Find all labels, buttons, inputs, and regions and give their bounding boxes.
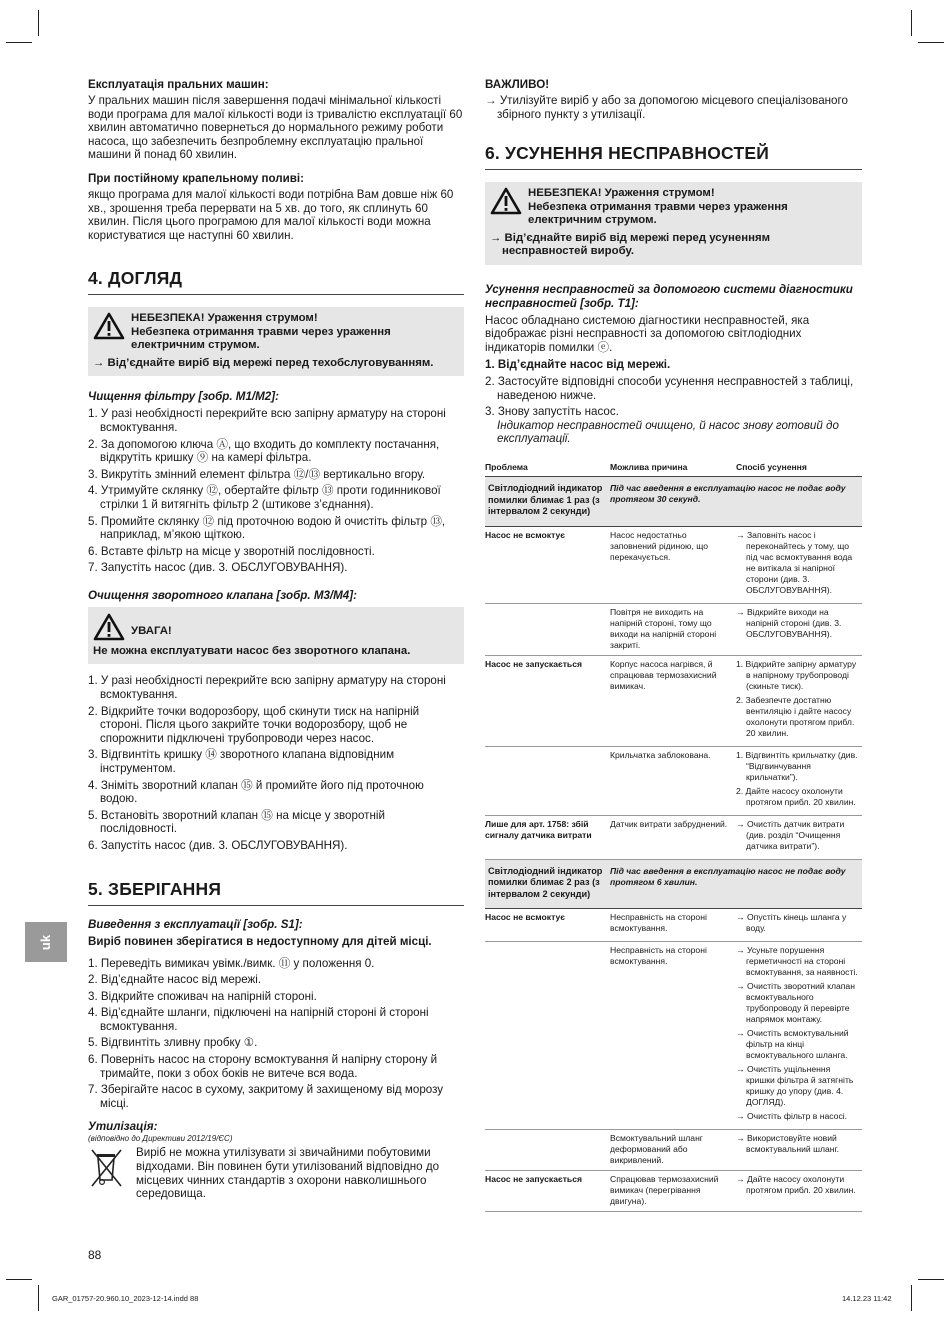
remedy-cell (736, 603, 862, 655)
problem-cell: Насос не всмоктує (485, 909, 610, 942)
warning-triangle-icon (93, 613, 125, 641)
filter-step: 2. За допомогою ключа Ⓐ, що входить до комплекту постачання, відкрутіть кришку ⑨ на камері фільтра. (88, 437, 440, 465)
decom-steps-list (88, 957, 464, 1111)
cause-cell: Всмоктувальний шланг деформований або викривлений. (610, 1130, 736, 1171)
danger-title: НЕБЕЗПЕКА! Ураження струмом! (528, 187, 715, 200)
remedy-item: → Опустіть кінець шланга у воду. (736, 912, 847, 934)
troubleshooting-table (485, 460, 862, 1212)
blink1-label: Світлодіодний індикатор помилки блимає 1 раз (з інтервалом 2 секунди) (485, 477, 610, 527)
table-row-blink2 (485, 859, 862, 909)
remedy-item: → Очистіть фільтр в насосі. (736, 1111, 848, 1122)
crop-mark (38, 1285, 39, 1311)
right-column (485, 78, 862, 1212)
cause-cell: Крильчатка заблокована. (610, 746, 736, 815)
table-row (485, 942, 862, 1130)
remedy-item: 2. Забезпечте достатню вентиляцію і дайте насосу охолонути протягом прибл. 20 хвилин. (736, 694, 855, 738)
danger-title: НЕБЕЗПЕКА! Ураження струмом! (131, 312, 318, 325)
language-tab (25, 922, 67, 962)
crop-mark (6, 42, 32, 43)
section-heading-troubleshooting: 6. УСУНЕННЯ НЕСПРАВНОСТЕЙ (485, 143, 862, 170)
op-title: Експлуатація пральних машин: (88, 78, 269, 91)
diag-text: Насос обладнано системою діагностики несправностей, яка відображає різні несправності за допомогою світлодіодних індикаторів помилки ⓔ. (485, 313, 810, 354)
section-heading-care: 4. ДОГЛЯД (88, 268, 464, 295)
important-title: ВАЖЛИВО! (485, 78, 550, 91)
decom-bold: Виріб повинен зберігатися в недоступному для дітей місці. (88, 934, 432, 948)
filter-step: 1. У разі необхідності перекрийте всю запірну арматуру на стороні всмоктування. (88, 407, 446, 434)
remedy-item: → Очистіть зворотний клапан всмоктувального трубопроводу й перевірте напрямок монтажу. (736, 981, 855, 1025)
danger-text: Небезпека отримання травми через ураження електричним струмом. (131, 325, 391, 352)
problem-cell: Насос не запускається (485, 655, 610, 746)
cause-cell: Спрацював термозахисний вимикач (перегрівання двигуна). (610, 1171, 736, 1212)
valve-step: 3. Відгвинтіть кришку ⑭ зворотного клапана відповідним інструментом. (88, 748, 395, 775)
decom-step: 2. Від’єднайте насос від мережі. (88, 973, 262, 987)
danger-box-troubleshooting (485, 182, 862, 265)
danger-box-care (88, 307, 464, 376)
table-row (485, 746, 862, 815)
remedy-cell (736, 526, 862, 603)
problem-cell: Насос не запускається (485, 1171, 610, 1212)
table-row (485, 909, 862, 942)
col-header-problem: Проблема (485, 460, 610, 477)
diag-steps-list (485, 358, 862, 446)
filter-step: 3. Викрутіть змінний елемент фільтра ⑫/⑬ вертикально вгору. (88, 467, 426, 481)
disposal-text: Виріб не можна утилізувати зі звичайними побутовими відходами. Він повинен бути утилізований відповідно до місцевих чинних стандартів з охорони навколишнього середовища. (136, 1146, 440, 1201)
valve-step: 2. Відкрийте точки водорозбору, щоб скинути тиск на напірній стороні. Після цього закрийте точки водорозбору, щоб не спорожнити підключені трубопроводи через насос. (88, 704, 420, 745)
decom-step: 7. Зберігайте насос в сухому, закритому й захищеному від морозу місці. (88, 1083, 444, 1110)
cause-cell: Корпус насоса нагрівся, й спрацював термозахисний вимикач. (610, 655, 736, 746)
table-row (485, 1130, 862, 1171)
crop-mark (918, 1279, 944, 1280)
table-row (485, 526, 862, 603)
filter-step: 6. Вставте фільтр на місце у зворотній послідовності. (88, 544, 375, 558)
remedy-item: → Очистіть всмоктувальний фільтр на кінці всмоктувального шланга. (736, 1028, 849, 1061)
caution-title: УВАГА! (131, 625, 172, 638)
remedy-item: → Використовуйте новий всмоктувальний шланг. (736, 1133, 840, 1155)
crop-mark (911, 1285, 912, 1311)
footer-date: 14.12.23 11:42 (842, 1294, 892, 1303)
crop-mark (918, 42, 944, 43)
filter-step: 5. Промийте склянку ⑫ під проточною водою й очистіть фільтр ⑬, наприклад, м’якою щіткою. (88, 514, 446, 542)
filter-title: Чищення фільтру [зобр. M1/M2]: (88, 390, 279, 404)
drip-title: При постійному крапельному поливі: (88, 171, 304, 185)
left-column (88, 78, 464, 1201)
remedy-item: 2. Дайте насосу охолонути протягом прибл. 20 хвилин. (736, 785, 856, 807)
blink2-desc: Під час введення в експлуатацію насос не подає воду протягом 6 хвилин. (610, 859, 862, 909)
valve-step: 4. Зніміть зворотний клапан ⑮ й промийте його під проточною водою. (88, 778, 424, 806)
table-row (485, 815, 862, 859)
section-heading-storage: 5. ЗБЕРІГАННЯ (88, 879, 464, 906)
remedy-item: → Відкрийте виходи на напірній стороні (див. 3. ОБСЛУГОВУВАННЯ). (736, 606, 842, 639)
warning-triangle-icon (93, 312, 125, 340)
remedy-item: → Очистіть ущільнення кришки фільтра й затягніть кришку до упору (див. 4. ДОГЛЯД). (736, 1064, 854, 1108)
diag-step: 1. Від’єднайте насос від мережі. (485, 358, 671, 372)
remedy-cell (736, 746, 862, 815)
table-row (485, 1171, 862, 1212)
table-row (485, 655, 862, 746)
remedy-cell (736, 655, 862, 746)
warning-triangle-icon (490, 187, 522, 215)
table-header-row (485, 460, 862, 477)
cause-cell: Несправність на стороні всмоктування. (610, 909, 736, 942)
filter-step: 4. Утримуйте склянку ⑫, обертайте фільтр ⑬ проти годинникової стрілки 1 й витягніть фільтр 2 (штикове з’єднання). (88, 484, 441, 511)
decom-step: 1. Переведіть вимикач увімк./вимк. ⑪ у положення 0. (88, 956, 375, 970)
valve-title: Очищення зворотного клапана [зобр. M3/M4]: (88, 588, 357, 602)
crop-mark (6, 1279, 32, 1280)
important-text: → Утилізуйте виріб у або за допомогою місцевого спеціалізованого збірного пункту з утилізації. (485, 94, 848, 121)
drip-text: якщо програма для малої кількості води потрібна Вам довше ніж 60 хв., зрошення треба перервати на 5 хв. до того, як сплинуть 60 хвилин. Після цього програмою для малої кількості води можна користуватися ще наступні 60 хвилин. (88, 187, 454, 242)
disposal-title: Утилізація: (88, 1120, 158, 1134)
language-tab-label: uk (38, 934, 54, 950)
blink1-desc: Під час введення в експлуатацію насос не подає воду протягом 30 секунд. (610, 477, 862, 527)
op-text: У пральних машин після завершення подачі мінімальної кількості води програма для малої кількості води із тривалістю експлуатації 60 хвилин автоматично повернеться до нормального режиму роботи насоса, що забезпечить безпроблемну експлуатацію пральної машини й понад 60 хвилин. (88, 94, 463, 162)
crossed-bin-icon (88, 1146, 126, 1190)
valve-step: 1. У разі необхідності перекрийте всю запірну арматуру на стороні всмоктування. (88, 674, 446, 701)
remedy-item: → Заповніть насос і переконайтесь у тому, що під час всмоктування вода не витікала зі напірної сторони (див. 3. ОБСЛУГОВУВАННЯ). (736, 529, 853, 595)
cause-cell: Повітря не виходить на напірній стороні, тому що виходи на напірній стороні закриті. (610, 603, 736, 655)
decom-title: Виведення з експлуатації [зобр. S1]: (88, 917, 303, 931)
remedy-cell (736, 909, 862, 942)
col-header-remedy: Спосіб усунення (736, 460, 862, 477)
decom-step: 4. Від’єднайте шланги, підключені на напірній стороні й стороні всмоктування. (88, 1006, 429, 1033)
remedy-item: 1. Відкрийте запірну арматуру в напірному трубопроводі (скиньте тиск). (736, 658, 857, 691)
filter-steps-list (88, 407, 464, 575)
diag-title: Усунення несправностей за допомогою системи діагностики несправностей [зобр. T1]: (485, 282, 853, 310)
remedy-item: → Очистіть датчик витрати (див. розділ “Очищення датчика витрати”). (736, 818, 845, 851)
caution-box-valve (88, 607, 464, 665)
valve-step: 6. Запустіть насос (див. 3. ОБСЛУГОВУВАННЯ). (88, 838, 348, 852)
danger-instruction: → Від’єднайте виріб від мережі перед усуненням несправностей виробу. (490, 231, 771, 258)
remedy-cell (736, 815, 862, 859)
diag-step-note: Індикатор несправностей очищено, й насос знову готовий до експлуатації. (497, 418, 839, 446)
crop-mark (911, 10, 912, 36)
remedy-cell (736, 1130, 862, 1171)
crop-mark (38, 10, 39, 36)
remedy-item: 1. Відгвинтіть крильчатку (див. “Відгвинчування крильчатки”). (736, 749, 858, 782)
col-header-cause: Можлива причина (610, 460, 736, 477)
valve-step: 5. Встановіть зворотний клапан ⑮ на місце у зворотній послідовності. (88, 808, 385, 836)
caution-text: Не можна експлуатувати насос без зворотного клапана. (93, 644, 411, 657)
disposal-subtitle: (відповідно до Директиви 2012/19/ЄС) (88, 1134, 233, 1144)
valve-steps-list (88, 674, 464, 852)
page-number: 88 (88, 1248, 102, 1262)
remedy-item: → Дайте насосу охолонути протягом прибл. 20 хвилин. (736, 1174, 856, 1196)
cause-cell: Датчик витрати забруднений. (610, 815, 736, 859)
table-row (485, 603, 862, 655)
danger-text: Небезпека отримання травми через ураження електричним струмом. (528, 200, 788, 227)
remedy-cell (736, 1171, 862, 1212)
problem-cell: Лише для арт. 1758: збій сигналу датчика витрати (485, 815, 610, 859)
remedy-item: → Усуньте порушення герметичності на стороні всмоктування, за наявності. (736, 945, 858, 978)
diag-step (485, 405, 862, 446)
blink2-label: Світлодіодний індикатор помилки блимає 2 раз (з інтервалом 2 секунди) (485, 859, 610, 909)
remedy-cell (736, 942, 862, 1130)
decom-step: 3. Відкрийте споживач на напірній стороні. (88, 989, 317, 1003)
filter-step: 7. Запустіть насос (див. 3. ОБСЛУГОВУВАННЯ). (88, 561, 348, 575)
danger-instruction: → Від’єднайте виріб від мережі перед техобслуговуванням. (93, 356, 434, 369)
decom-step: 6. Поверніть насос на сторону всмоктування й напірну сторону й тримайте, поки з обох боків не витече вся вода. (88, 1053, 438, 1080)
cause-cell: Несправність на стороні всмоктування. (610, 942, 736, 1130)
problem-cell: Насос не всмоктує (485, 526, 610, 603)
diag-step: 2. Застосуйте відповідні способи усунення несправностей з таблиці, наведеною нижче. (485, 375, 854, 402)
footer-filename: GAR_01757-20.960.10_2023-12-14.indd 88 (52, 1294, 199, 1303)
table-row-blink1 (485, 477, 862, 527)
decom-step: 5. Відгвинтіть зливну пробку ①. (88, 1036, 258, 1050)
diag-step-text: 3. Знову запустіть насос. (485, 405, 619, 419)
cause-cell: Насос недостатньо заповнений рідиною, що перекачується. (610, 526, 736, 603)
